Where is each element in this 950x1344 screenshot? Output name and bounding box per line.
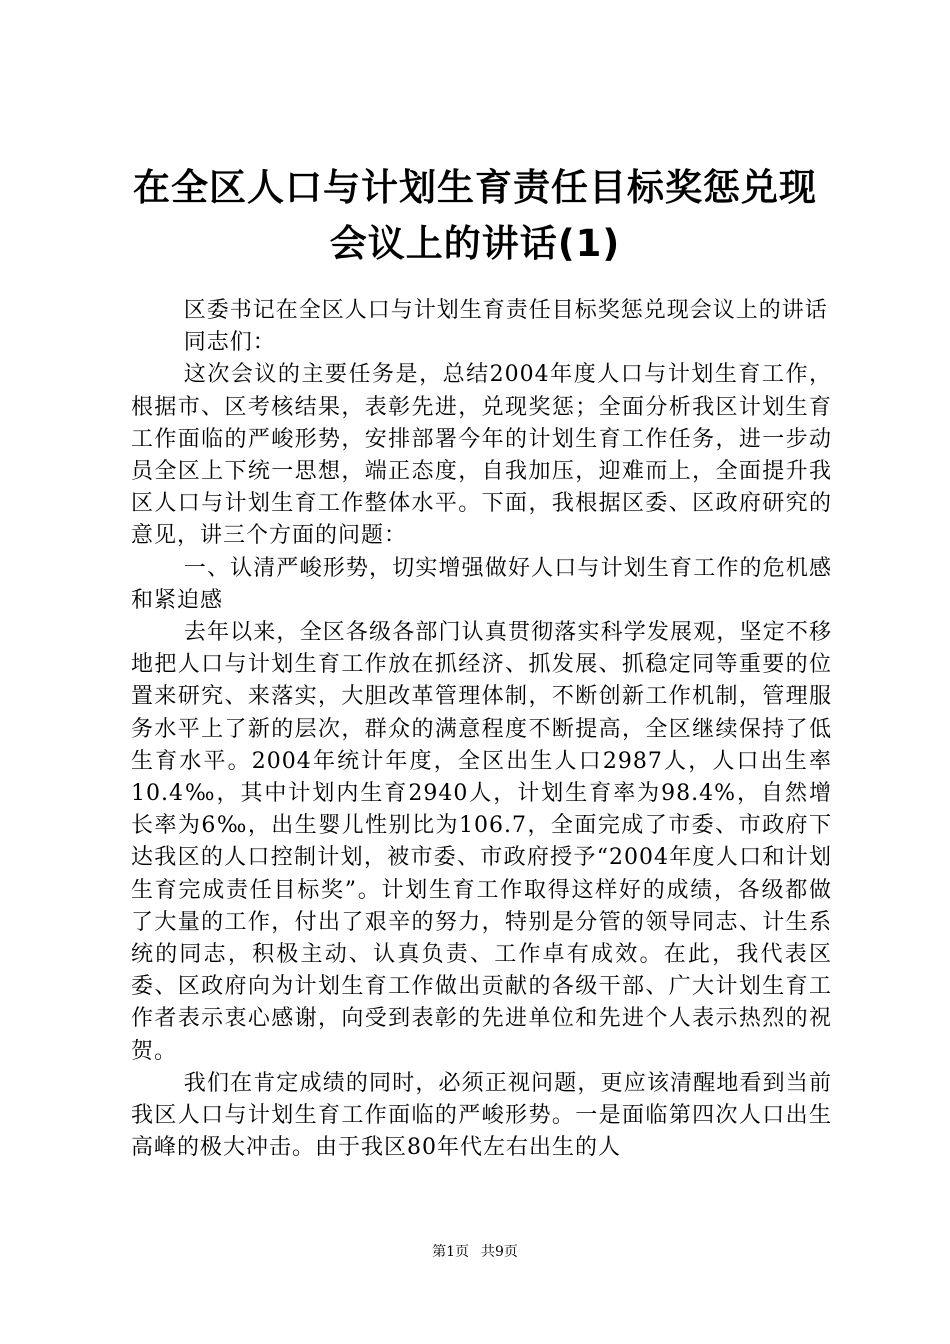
page-footer	[0, 1243, 950, 1261]
document-body	[131, 295, 832, 1164]
paragraph-heading-line: 区委书记在全区人口与计划生育责任目标奖惩兑现会议上的讲话	[183, 298, 828, 323]
page-number: 第1页	[432, 1244, 469, 1260]
paragraph-salutation: 同志们：	[183, 330, 276, 356]
paragraph-section-heading: 一、认清严峻形势，切实增强做好人口与计划生育工作的危机感和紧迫感	[131, 555, 832, 613]
paragraph-achievements: 去年以来，全区各级各部门认真贯彻落实科学发展观，坚定不移地把人口与计划生育工作放在抓经济、抓发展、抓稳定同等重要的位置来研究、来落实，大胆改革管理体制，不断创新工作机制，管理服务水平上了新的层次，群众的满意程度不断提高，全区继续保持了低生育水平。2004年统计年度，全区出生人口2987人，人口出生率10.4‰，其中计划内生育2940人，计划生育率为98.4%，自然增长率为6‰，出生婴儿性别比为106.7，全面完成了市委、市政府下达我区的人口控制计划，被市委、市政府授予“2004年度人口和计划生育完成责任目标奖”。计划生育工作取得这样好的成绩，各级都做了大量的工作，付出了艰辛的努力，特别是分管的领导同志、计生系统的同志，积极主动、认真负责、工作卓有成效。在此，我代表区委、区政府向为计划生育工作做出贡献的各级干部、广大计划生育工作者表示衷心感谢，向受到表彰的先进单位和先进个人表示热烈的祝贺。	[131, 620, 832, 1064]
paragraph-challenges: 我们在肯定成绩的同时，必须正视问题，更应该清醒地看到当前我区人口与计划生育工作面临的严峻形势。一是面临第四次人口出生高峰的极大冲击。由于我区80年代左右出生的人	[131, 1070, 832, 1161]
paragraph-intro: 这次会议的主要任务是，总结2004年度人口与计划生育工作，根据市、区考核结果，表彰先进，兑现奖惩；全面分析我区计划生育工作面临的严峻形势，安排部署今年的计划生育工作任务，进一步动员全区上下统一思想，端正态度，自我加压，迎难而上，全面提升我区人口与计划生育工作整体水平。下面，我根据区委、区政府研究的意见，讲三个方面的问题：	[131, 362, 832, 549]
document-title: 在全区人口与计划生育责任目标奖惩兑现会议上的讲话(1)	[133, 166, 817, 265]
page-total: 共9页	[481, 1244, 518, 1260]
